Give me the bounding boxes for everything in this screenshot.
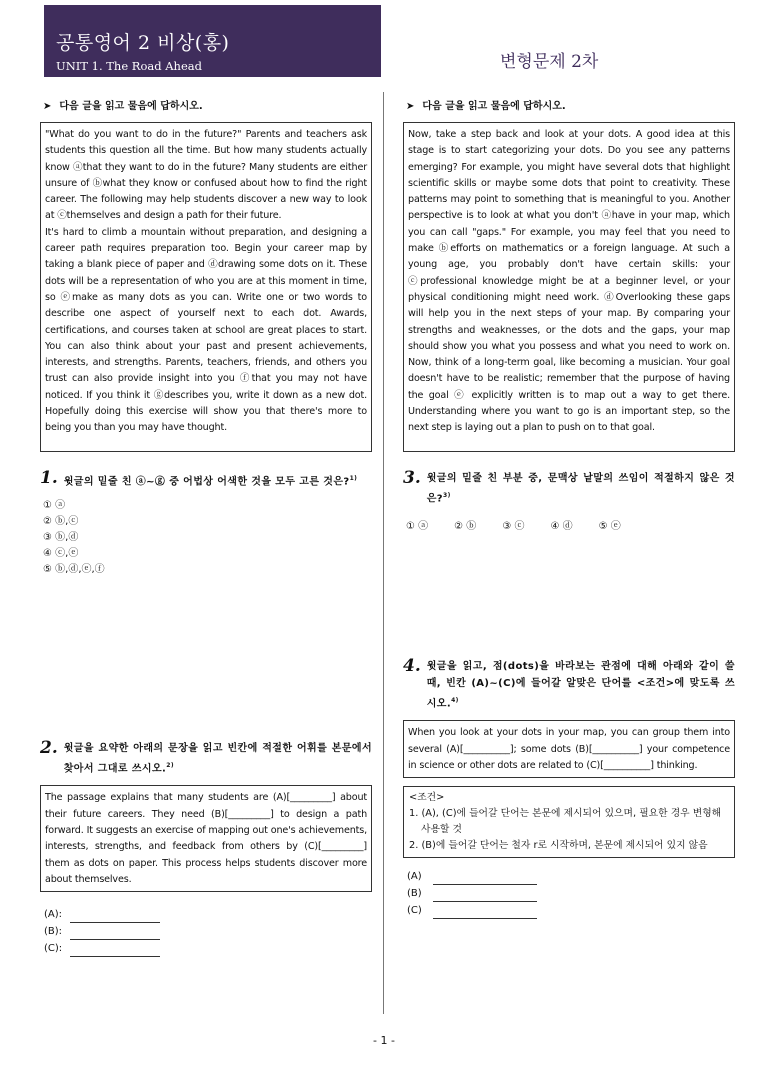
q2-answer-b[interactable] — [44, 923, 372, 940]
q2-text — [64, 740, 372, 777]
answer-line — [433, 874, 537, 885]
right-column — [403, 100, 735, 917]
header-unit: UNIT 1. The Road Ahead — [56, 59, 202, 73]
right-passage: Now, take a step back and look at your dots. A good idea at this stage is to start categorizing your dots. Do you see any patterns emerging? For example, you might have several dots that highlight scientific skills or maybe some dots that point to creativity. These patterns may point to something that is meaningful to you. Another perspective is to look at what you don't ⓐhave in your map, which you can call "gaps." For example, you may feel that you need to make ⓑefforts on mathematics or a foreign language. At such a young age, you probably don't have certain skills: your ⓒprofessional knowledge might be at a beginner level, or your physical conditioning might need work. ⓓOverlooking these gaps will help you in the next steps of your map. By comparing your strengths and weaknesses, or the dots and the gaps, your map should show you what you possess and what you need to work on. Now, think of a long-term goal, like becoming a musician. Your goal doesn't have to be realistic; remember that the purpose of having the goal ⓔ explicitly written is to map out a way to get there. Understanding where you want to go is an important step, so the next step is laying out a plan to push on to that goal. — [403, 122, 735, 452]
exam-label: 변형문제 2차 — [500, 52, 599, 72]
q2-label-a: (A): — [44, 909, 63, 921]
q4-conditions-box — [403, 786, 735, 858]
left-passage: "What do you want to do in the future?" Parents and teachers ask students this question all the time. But how many students actually know ⓐthat they want to do in the future? Many students are either unsure of ⓑwhat they know or confused about how to find the right career. The following may help students discover a new way to look at ⓒthemselves and design a path for their future. It's hard to climb a mountain without preparation, and designing a career path requires preparation too. Begin your career map by taking a blank piece of paper and ⓓdrawing some dots on it. These dots will be a representation of who you are at this moment in time, so ⓔmake as many dots as you can. Write one or two words to describe one aspect of yourself next to each dot. Awards, certifications, and courses taken at school are great places to start. You can also think about your past and present achievements, interests, and strengths. Parents, teachers, friends, and others you trust can also provide insight into you ⓕthat you may not have noticed. If you think it ⓖdescribes you, write it down as a new dot. Hopefully doing this exercise will show you that there's more to being you than you may have thought. — [40, 122, 372, 452]
q1-options — [43, 498, 372, 578]
q4-conditions-title: <조건> — [409, 792, 445, 804]
q3-option-2[interactable]: ② ⓑ — [454, 521, 477, 533]
q2-answer-lines — [44, 906, 372, 957]
header-title: 공통영어 2 비상(홍) — [56, 32, 230, 54]
q4-condition-2: 2. (B)에 들어갈 단어는 철자 r로 시작하며, 본문에 제시되어 있지 않음 — [409, 840, 708, 852]
page-number: - 1 - — [373, 1034, 395, 1047]
q2-header — [40, 740, 372, 777]
q4-text — [427, 658, 735, 712]
q4-number: 4. — [403, 656, 421, 676]
q3-header — [403, 470, 735, 507]
left-instruction-text: 다음 글을 읽고 물음에 답하시오. — [59, 101, 203, 112]
q4-label-b: (B) — [407, 888, 422, 900]
q4-answer-b[interactable] — [407, 885, 735, 902]
q4-answer-c[interactable] — [407, 902, 735, 919]
q4-header — [403, 658, 735, 712]
right-instruction — [406, 100, 735, 114]
answer-line — [70, 946, 160, 957]
q4-text-body: 윗글을 읽고, 점(dots)을 바라보는 관점에 대해 아래와 같이 쓸 때, 빈칸 (A)~(C)에 들어갈 알맞은 단어를 <조건>에 맞도록 쓰시오. — [426, 661, 735, 710]
q4-label-a: (A) — [407, 871, 422, 883]
question-4 — [403, 658, 735, 919]
q1-text — [64, 470, 372, 490]
q2-number: 2. — [40, 738, 58, 758]
q3-options — [406, 517, 735, 532]
q3-number: 3. — [403, 468, 421, 488]
q2-answer-c[interactable] — [44, 940, 372, 957]
q4-label-c: (C) — [407, 905, 422, 917]
q2-summary-box: The passage explains that many students are (A)[_________] about their future careers. They need (B)[_________] to design a path forward. It suggests an exercise of mapping out one's achievements, interests, strengths, and feedback from others by (C)[_________] them as dots on paper. This process helps students discover more about themselves. — [40, 785, 372, 892]
question-3 — [403, 470, 735, 532]
q1-option-1[interactable]: ① ⓐ — [43, 500, 66, 512]
q2-label-c: (C): — [44, 943, 63, 955]
question-2 — [40, 740, 372, 957]
q3-text-body: 윗글의 밑줄 친 부분 중, 문맥상 낱말의 쓰임이 적절하지 않은 것은? — [426, 473, 735, 505]
arrow-icon: ➤ — [406, 101, 415, 112]
q3-option-1[interactable]: ① ⓐ — [406, 521, 429, 533]
q4-summary-box: When you look at your dots in your map, you can group them into several (A)[__________]; some dots (B)[__________] your competence in science or other dots are related to (C)[__________] thinking. — [403, 720, 735, 778]
q2-label-b: (B): — [44, 926, 63, 938]
q3-option-4[interactable]: ④ ⓓ — [550, 521, 573, 533]
q1-header — [40, 470, 372, 490]
answer-line — [70, 929, 160, 940]
q4-answer-a[interactable] — [407, 868, 735, 885]
left-column — [40, 100, 372, 955]
column-divider — [383, 92, 384, 1014]
header-banner — [44, 5, 381, 77]
q2-answer-a[interactable] — [44, 906, 372, 923]
right-instruction-text: 다음 글을 읽고 물음에 답하시오. — [422, 101, 566, 112]
left-instruction — [43, 100, 372, 114]
q3-option-5[interactable]: ⑤ ⓔ — [598, 521, 621, 533]
arrow-icon: ➤ — [43, 101, 52, 112]
q4-answer-lines — [407, 868, 735, 919]
q2-footnote: 2) — [166, 762, 174, 769]
answer-line — [433, 908, 537, 919]
q2-text-body: 윗글을 요약한 아래의 문장을 읽고 빈칸에 적절한 어휘를 본문에서 찾아서 그대로 쓰시오. — [63, 743, 372, 775]
q1-option-5[interactable]: ⑤ ⓑ,ⓓ,ⓔ,ⓕ — [43, 564, 105, 576]
question-1 — [40, 470, 372, 578]
q1-option-3[interactable]: ③ ⓑ,ⓓ — [43, 532, 79, 544]
q1-option-2[interactable]: ② ⓑ,ⓒ — [43, 516, 79, 528]
q3-text — [427, 470, 735, 507]
q1-text-body: 윗글의 밑줄 친 ⓐ~ⓖ 중 어법상 어색한 것을 모두 고른 것은? — [63, 476, 350, 488]
q3-option-3[interactable]: ③ ⓒ — [502, 521, 525, 533]
answer-line — [70, 912, 160, 923]
q1-option-4[interactable]: ④ ⓒ,ⓔ — [43, 548, 79, 560]
q3-footnote: 3) — [443, 492, 451, 499]
q4-footnote: 4) — [451, 697, 459, 704]
q1-footnote: 1) — [349, 475, 358, 482]
answer-line — [433, 891, 537, 902]
q1-number: 1. — [40, 468, 58, 488]
q4-condition-1: 1. (A), (C)에 들어갈 단어는 본문에 제시되어 있으며, 필요한 경우 변형해 사용할 것 — [409, 808, 722, 836]
